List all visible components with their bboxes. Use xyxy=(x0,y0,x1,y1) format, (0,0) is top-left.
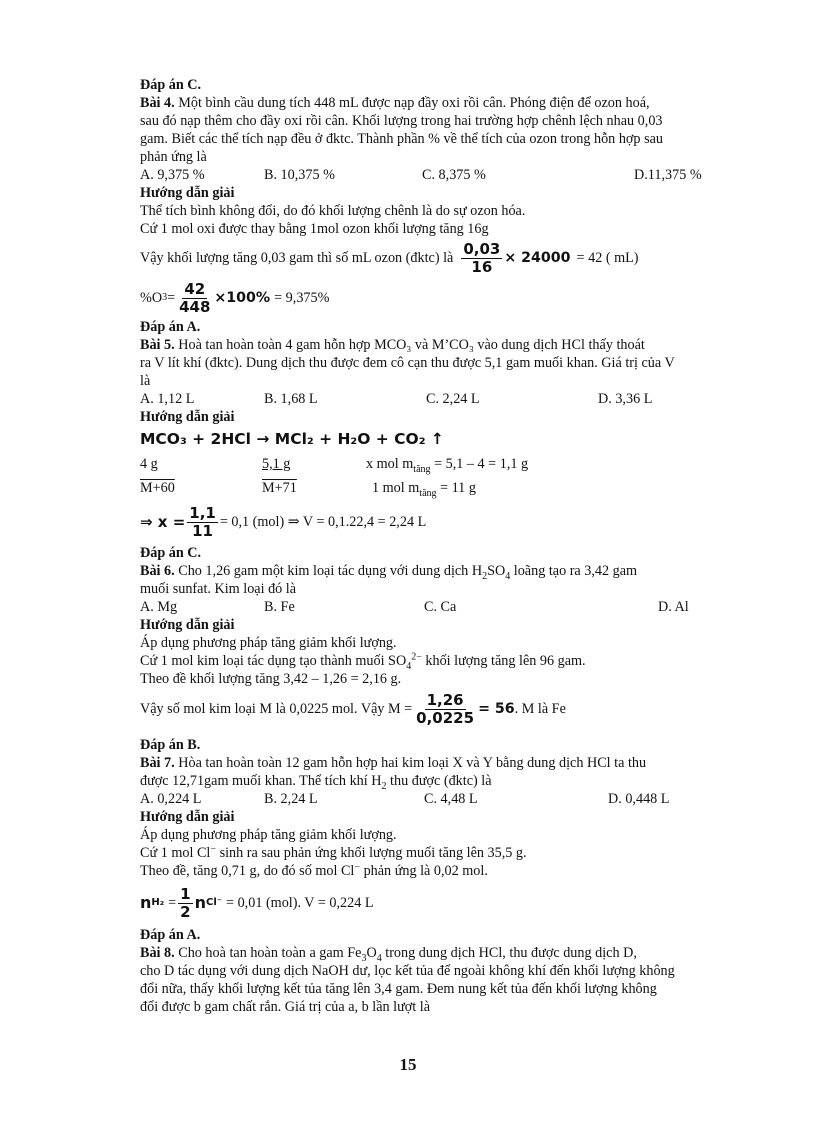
problem-4-line-3: gam. Biết các thể tích nạp đều ở đktc. Thành phần % về thể tích của ozon trong hỗn hợp sau xyxy=(140,131,663,147)
answer-label: Đáp án C. xyxy=(140,545,202,561)
guide-heading: Hướng dẫn giải xyxy=(140,185,235,201)
guide-heading: Hướng dẫn giải xyxy=(140,809,235,825)
problem-5-options xyxy=(140,390,737,408)
problem-6-line-2: muối sunfat. Kim loại đó là xyxy=(140,581,297,597)
problem-5-label: Bài 5. xyxy=(140,337,175,353)
problem-8-line-3: đổi nữa, thấy khối lượng kết tủa tăng lên 3,4 gam. Đem nung kết tủa đến khối lượng không xyxy=(140,981,657,997)
answer-label: Đáp án B. xyxy=(140,737,201,753)
fraction: $\frac{1}{2}$ xyxy=(180,884,191,921)
problem-8-line-1: Bài 8. Cho hoà tan hoàn toàn a gam $Fe_3O_4$ trong dung dịch HCl, thu được dung dịch D, xyxy=(140,945,637,964)
problem-8-line-4: đổi được b gam chất rắn. Giá trị của a, b lần lượt là xyxy=(140,999,430,1015)
option-a: A. 1,12 L xyxy=(140,391,195,407)
page-number: 15 xyxy=(399,1055,417,1074)
problem-5-line-1: Bài 5. Hoà tan hoàn toàn 4 gam hỗn hợp MCO₃ và M’CO₃ vào dung dịch HCl thấy thoát xyxy=(140,337,645,353)
problem-6-guide-3: Theo đề khối lượng tăng 3,42 – 1,26 = 2,16 g. xyxy=(140,671,402,687)
problem-7-options xyxy=(140,790,737,808)
reaction-equation: MCO₃ + 2HCl → MCl₂ + H₂O + CO₂ ↑ xyxy=(140,430,444,448)
option-c: C. Ca xyxy=(424,599,457,615)
fraction: $\frac{1,26}{0,0225}$ xyxy=(416,690,475,727)
option-b: B. 2,24 L xyxy=(264,791,318,807)
problem-6-label: Bài 6. xyxy=(140,563,175,579)
problem-6-guide-1: Áp dụng phương pháp tăng giảm khối lượng. xyxy=(140,635,397,651)
problem-7-line-1: Bài 7. Hòa tan hoàn toàn 12 gam hỗn hợp hai kim loại X và Y bằng dung dịch HCl ta thu xyxy=(140,755,647,771)
fraction: $\frac{1,1}{11}$ xyxy=(189,503,216,540)
option-b: B. Fe xyxy=(264,599,295,615)
problem-4-formula-1: Vậy khối lượng tăng 0,03 gam thì số mL ozon (đktc) là $\frac{0,03}{16}$ × 24000 = 42 ( mL) xyxy=(140,239,639,276)
guide-heading: Hướng dẫn giải xyxy=(140,409,235,425)
problem-7-guide-1: Áp dụng phương pháp tăng giảm khối lượng. xyxy=(140,827,397,843)
option-c: C. 2,24 L xyxy=(426,391,480,407)
option-a: A. Mg xyxy=(140,599,178,615)
problem-7-formula: n H₂ = $\frac{1}{2}$ n Cl⁻ = 0,01 (mol). V = 0,224 L xyxy=(140,884,374,921)
mass-row-1: 4 g 5,1 g x mol $m_{tăng} = 5,1 - 4 = 1,1$ g xyxy=(140,456,529,475)
answer-label: Đáp án C. xyxy=(140,77,202,93)
problem-6-guide-2: Cứ 1 mol kim loại tác dụng tạo thành muối $SO_4^{2-}$ khối lượng tăng lên 96 gam. xyxy=(140,651,586,672)
problem-4-line-1: Bài 4. Một bình cầu dung tích 448 mL được nạp đầy oxi rồi cân. Phóng điện để ozon hoá, xyxy=(140,95,650,111)
problem-6-line-1: Bài 6. Cho 1,26 gam một kim loại tác dụng với dung dịch $H_2SO_4$ loãng tạo ra 3,42 gam xyxy=(140,563,638,582)
problem-4-line-4: phản ứng là xyxy=(140,149,207,165)
problem-6-options xyxy=(140,598,737,616)
option-d: D.11,375 % xyxy=(634,167,702,183)
problem-5-line-2: ra V lít khí (đktc). Dung dịch thu được đem cô cạn thu được 5,1 gam muối khan. Giá trị của V xyxy=(140,355,675,371)
option-c: C. 4,48 L xyxy=(424,791,478,807)
option-d: D. 3,36 L xyxy=(598,391,653,407)
problem-4-line-2: sau đó nạp thêm cho đầy oxi rồi cân. Khối lượng trong hai trường hợp chênh lệch nhau 0,03 xyxy=(140,113,663,129)
option-a: A. 0,224 L xyxy=(140,791,202,807)
option-c: C. 8,375 % xyxy=(422,167,486,183)
option-d: D. 0,448 L xyxy=(608,791,670,807)
problem-4-guide-1: Thể tích bình không đổi, do đó khối lượng chênh là do sự ozon hóa. xyxy=(140,203,526,219)
page-content xyxy=(140,76,737,1016)
problem-5-formula: ⇒ x = $\frac{1,1}{11}$ = 0,1 (mol) ⇒ V = 0,1.22,4 = 2,24 L xyxy=(140,503,427,540)
option-b: B. 1,68 L xyxy=(264,391,318,407)
answer-label: Đáp án A. xyxy=(140,319,201,335)
option-b: B. 10,375 % xyxy=(264,167,335,183)
problem-4-options xyxy=(140,166,737,184)
option-a: A. 9,375 % xyxy=(140,167,205,183)
answer-label: Đáp án A. xyxy=(140,927,201,943)
problem-7-guide-2: Cứ 1 mol Cl− sinh ra sau phản ứng khối lượng muối tăng lên 35,5 g. xyxy=(140,843,527,861)
problem-4-label: Bài 4. xyxy=(140,95,175,111)
guide-heading: Hướng dẫn giải xyxy=(140,617,235,633)
problem-7-guide-3: Theo đề, tăng 0,71 g, do đó số mol Cl− phản ứng là 0,02 mol. xyxy=(140,861,488,879)
problem-7-label: Bài 7. xyxy=(140,755,175,771)
problem-4-formula-2: %O 3 = $\frac{42}{448}$ ×100% = 9,375% xyxy=(140,279,330,316)
fraction: $\frac{42}{448}$ xyxy=(179,279,211,316)
fraction: $\frac{0,03}{16}$ xyxy=(463,239,501,276)
problem-4-guide-2: Cứ 1 mol oxi được thay bằng 1mol ozon khối lượng tăng 16g xyxy=(140,221,489,237)
problem-5-line-3: là xyxy=(140,373,151,389)
problem-8-label: Bài 8. xyxy=(140,945,175,961)
mass-row-2: M+60 M+71 1 mol $m_{tăng} = 11$ g xyxy=(140,480,476,499)
problem-6-formula: Vậy số mol kim loại M là 0,0225 mol. Vậy M = $\frac{1,26}{0,0225}$ = 56 . M là Fe xyxy=(140,690,566,727)
problem-8-line-2: cho D tác dụng với dung dịch NaOH dư, lọc kết tủa để ngoài không khí đến khối lượng không xyxy=(140,963,675,979)
option-d: D. Al xyxy=(658,599,689,615)
problem-7-line-2: được 12,71gam muối khan. Thể tích khí $H_2$ thu được (đktc) là xyxy=(140,773,492,792)
